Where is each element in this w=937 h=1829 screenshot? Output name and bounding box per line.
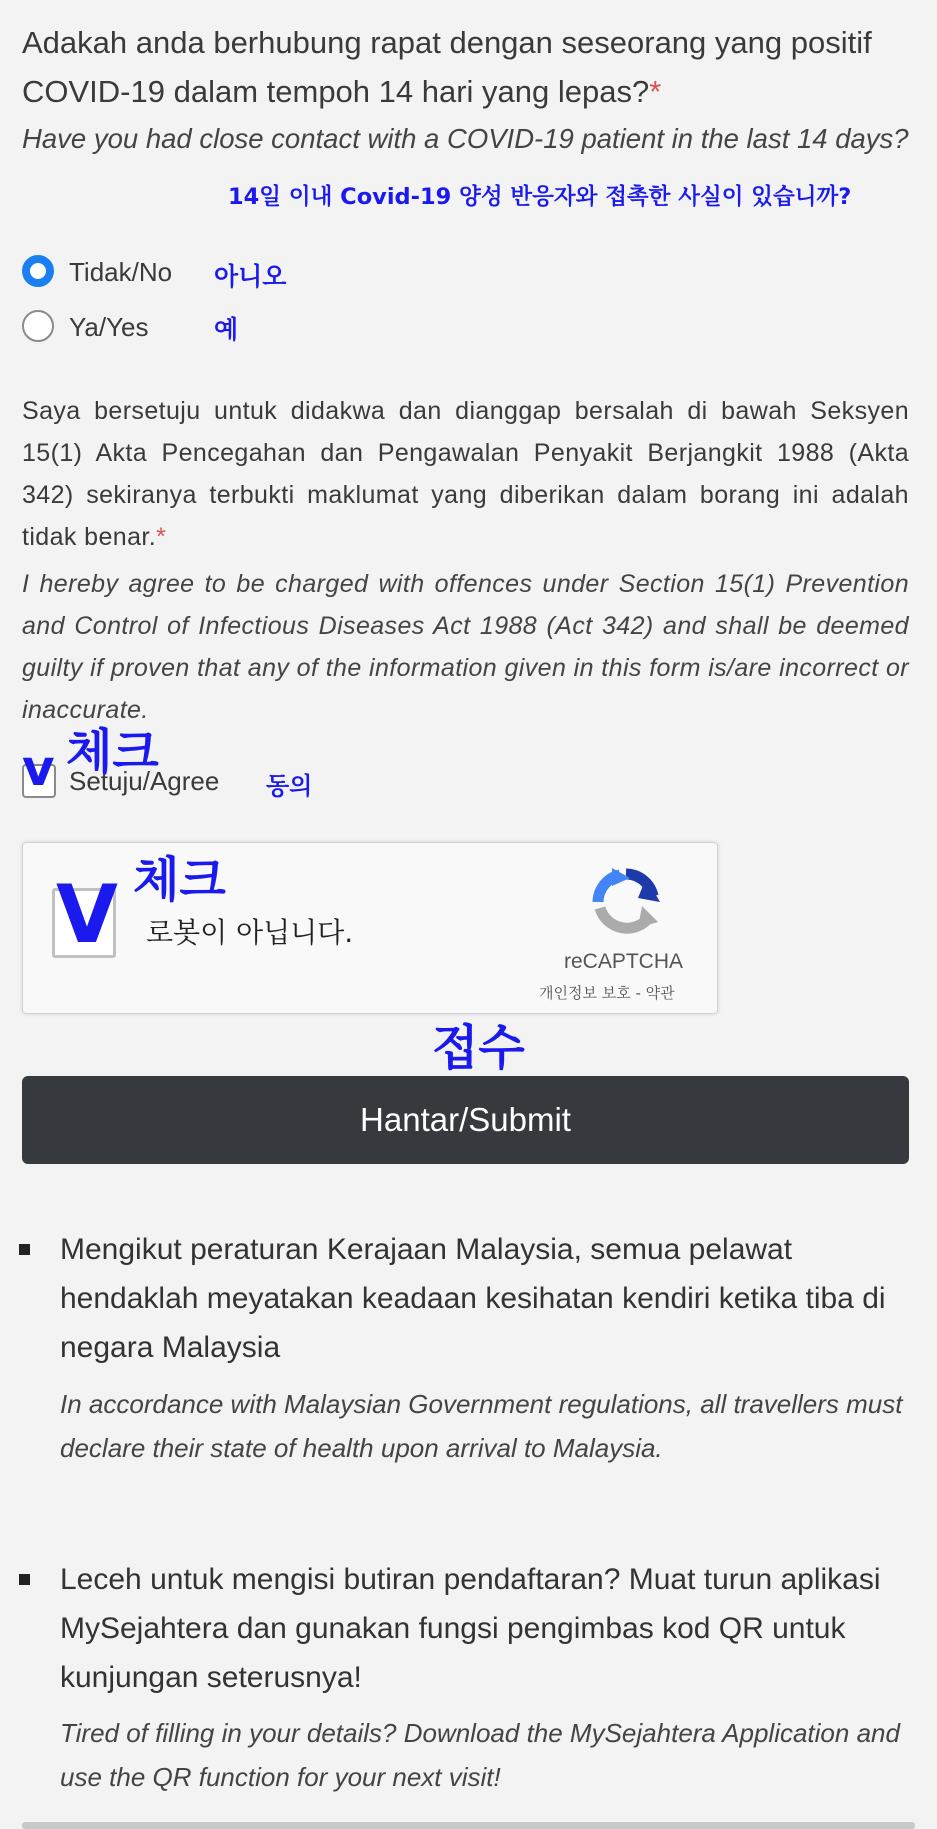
declaration-text-ms: Saya bersetuju untuk didakwa dan dianggap bersalah di bawah Seksyen 15(1) Akta Pencegahan dan Pengawalan Penyakit Berjangkit 1988 (Akta 342) sekiranya terbukti maklumat yang diberikan dalam borang ini adalah tidak benar.* bbox=[22, 397, 909, 551]
recaptcha-terms-link[interactable]: 약관 bbox=[645, 984, 675, 1002]
question-text-en: Have you had close contact with a COVID-19 patient in the last 14 days? bbox=[22, 123, 909, 154]
radio-no[interactable] bbox=[22, 255, 54, 287]
info-text-ms: Leceh untuk mengisi butiran pendaftaran? Muat turun aplikasi MySejahtera dan gunakan fungsi pengimbas kod QR untuk kunjungan seterusnya! bbox=[60, 1563, 881, 1694]
recaptcha-link-separator: - bbox=[630, 984, 646, 1002]
agree-label[interactable]: Setuju/Agree bbox=[69, 766, 220, 796]
declaration-text-en: I hereby agree to be charged with offences under Section 15(1) Prevention and Control of Infectious Diseases Act 1988 (Act 342) and shall be deemed guilty if proven that any of the information given in this form is/are incorrect or inaccurate. bbox=[22, 570, 909, 724]
recaptcha-check-annotation: 체크 bbox=[133, 852, 226, 908]
recaptcha-privacy-link[interactable]: 개인정보 보호 bbox=[539, 984, 631, 1002]
square-bullet-icon bbox=[19, 1574, 30, 1585]
agree-annotation: 동의 bbox=[266, 772, 313, 800]
recaptcha-brand: reCAPTCHA bbox=[564, 950, 684, 973]
question-text-ms: Adakah anda berhubung rapat dengan seseorang yang positif COVID-19 dalam tempoh 14 hari yang lepas?* bbox=[22, 25, 872, 109]
radio-yes-label[interactable]: Ya/Yes bbox=[69, 312, 149, 342]
required-mark: * bbox=[156, 523, 167, 551]
scroll-indicator bbox=[22, 1822, 915, 1829]
recaptcha-check-mark-annotation: V bbox=[56, 868, 118, 961]
required-mark: * bbox=[649, 74, 662, 109]
agree-check-mark-annotation: v bbox=[22, 739, 55, 797]
radio-yes[interactable] bbox=[22, 310, 54, 342]
info-text-en: Tired of filling in your details? Download the MySejahtera Application and use the QR function for your next visit! bbox=[60, 1718, 900, 1792]
radio-yes-annotation: 예 bbox=[214, 315, 239, 344]
info-text-en: In accordance with Malaysian Government regulations, all travellers must declare their state of health upon arrival to Malaysia. bbox=[60, 1389, 903, 1463]
radio-no-label[interactable]: Tidak/No bbox=[69, 257, 173, 287]
recaptcha-links bbox=[539, 982, 675, 1003]
submit-button[interactable]: Hantar/Submit bbox=[22, 1076, 909, 1164]
recaptcha-logo-icon bbox=[590, 866, 662, 938]
question-annotation: 14일 이내 Covid-19 양성 반응자와 접촉한 사실이 있습니까? bbox=[228, 184, 852, 210]
square-bullet-icon bbox=[19, 1244, 30, 1255]
recaptcha-label: 로봇이 아닙니다. bbox=[146, 916, 354, 949]
agree-check-annotation: 체크 bbox=[66, 724, 159, 780]
radio-no-annotation: 아니오 bbox=[214, 262, 287, 291]
info-text-ms: Mengikut peraturan Kerajaan Malaysia, semua pelawat hendaklah meyatakan keadaan kesihatan kendiri ketika tiba di negara Malaysia bbox=[60, 1233, 886, 1364]
submit-annotation: 접수 bbox=[432, 1020, 525, 1076]
